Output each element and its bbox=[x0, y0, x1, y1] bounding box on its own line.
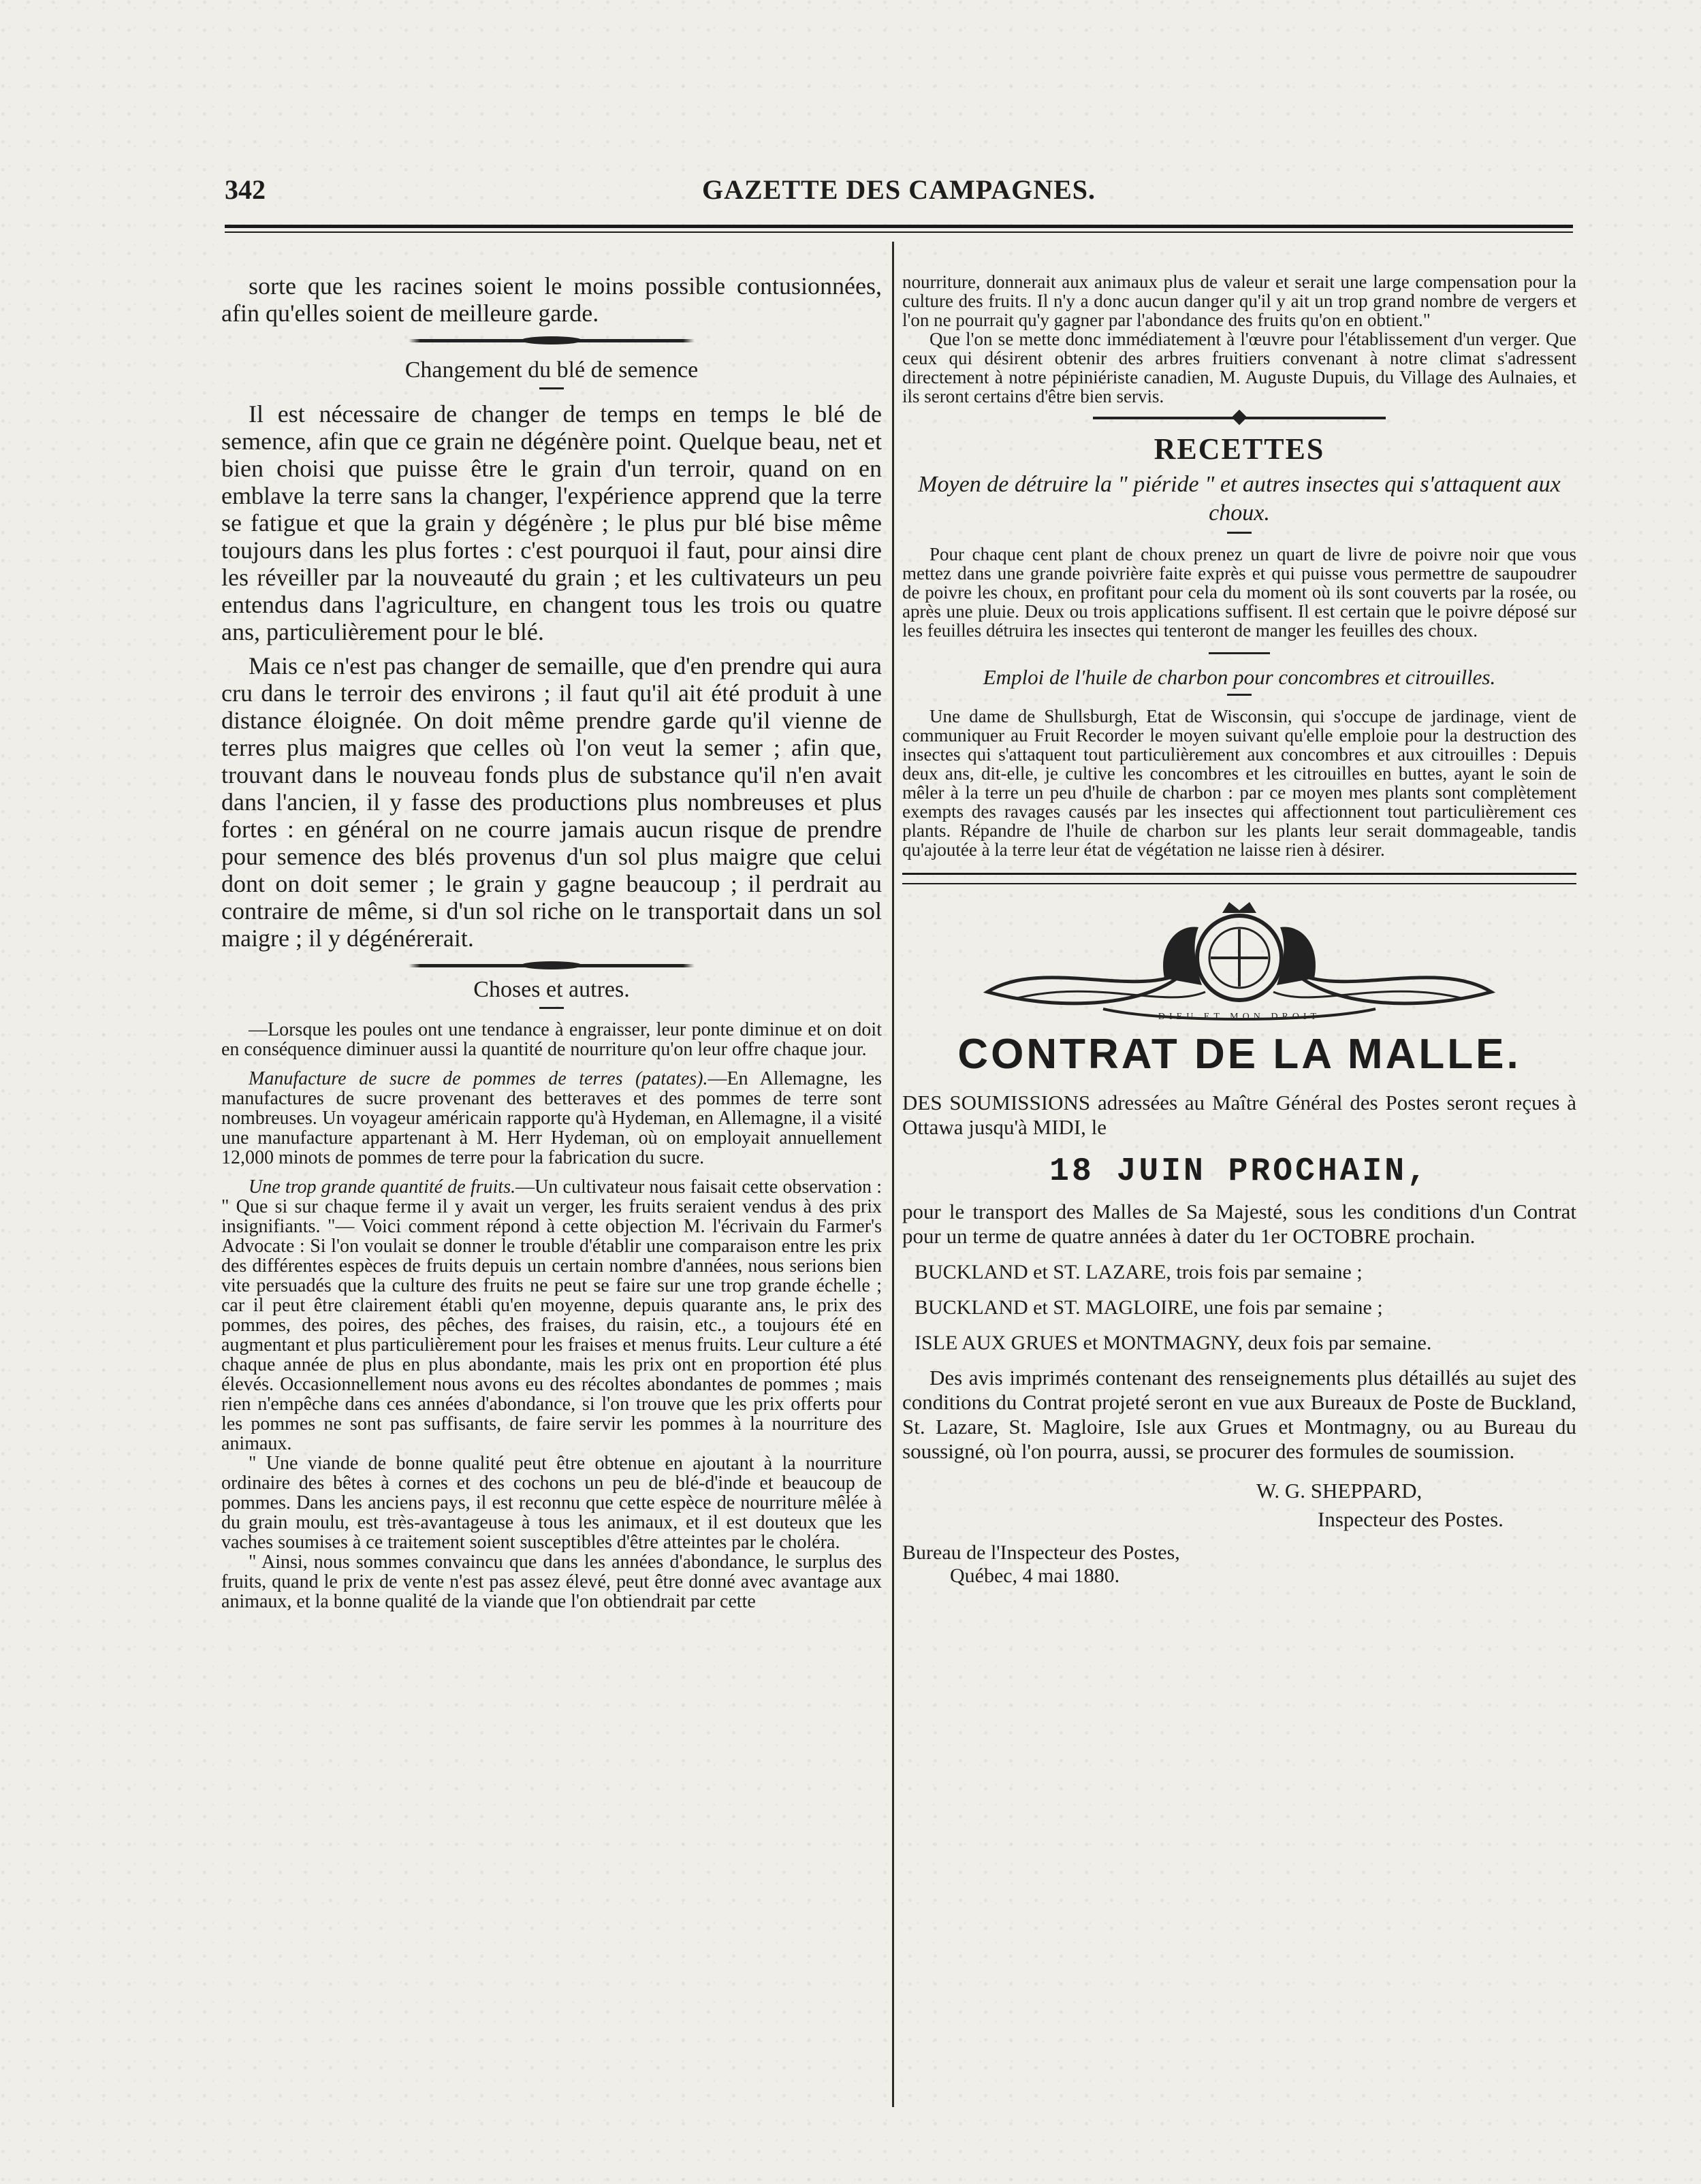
ad-deadline: 18 JUIN PROCHAIN, bbox=[1049, 1153, 1429, 1190]
page-number: 342 bbox=[225, 174, 266, 205]
left-column bbox=[221, 272, 882, 1611]
recipe-1-text: Pour chaque cent plant de choux prenez un quart de livre de poivre noir que vous mettez dans une grande poivrière faite exprès et qui puisse vous permettre de saupoudrer de poivre les choux, en profitant pour cela du moment où ils sont couverts par la rosée, ou après une pluie. Deux ou trois applications suffisent. Il est certain que le poivre déposé sur les feuilles détruira les insectes qui tenteront de manger les feuilles des choux. bbox=[902, 544, 1576, 641]
column-divider bbox=[892, 242, 894, 2107]
bureau-line-1: Bureau de l'Inspecteur des Postes, bbox=[902, 1541, 1180, 1564]
header-rule bbox=[225, 225, 1573, 233]
route-item: ISLE AUX GRUES et MONTMAGNY, deux fois par semaine. bbox=[915, 1332, 1432, 1354]
route-item: BUCKLAND et ST. MAGLOIRE, une fois par semaine ; bbox=[915, 1296, 1383, 1319]
intro-paragraph: sorte que les racines soient le moins possible contusionnées, afin qu'elles soient de meilleure garde. bbox=[221, 272, 882, 327]
title-dash bbox=[539, 387, 564, 389]
royal-coat-of-arms-emblem bbox=[960, 897, 1519, 1026]
signature-name: W. G. SHEPPARD, bbox=[1256, 1479, 1422, 1503]
title-dash bbox=[1227, 532, 1252, 534]
choses-paragraph-2 bbox=[221, 1069, 882, 1168]
ble-paragraph-2: Mais ce n'est pas changer de semaille, que d'en prendre qui aura cru dans le terroir des environs ; il faut qu'il ait été produit à une distance éloignée. On doit même prendre garde qu'il vienne de terres plus maigres que celles où l'on veut la semer ; afin que, trouvant dans le nouveau fonds plus de substance qu'il n'en avait dans l'ancien, il y fasse des productions plus nombreuses et plus fortes : en général on ne courre jamais aucun risque de prendre pour semence des blés provenus d'un sol plus maigre que celui dont on doit semer ; le grain y gagne beaucoup ; il perdrait au contraire de même, si d'un sol riche on le transportait dans un sol maigre ; il y dégénérerait. bbox=[221, 652, 882, 952]
bureau-line-2: Québec, 4 mai 1880. bbox=[950, 1564, 1120, 1587]
signature-title: Inspecteur des Postes. bbox=[1318, 1507, 1504, 1531]
separator-dash bbox=[1209, 652, 1270, 654]
choses-paragraph-4: " Une viande de bonne qualité peut être obtenue en ajoutant à la nourriture ordinaire des bêtes à cornes et des cochons un peu de blé-d'inde et beaucoup de pommes. Dans les anciens pays, il est reconnu que cette espèce de nourriture mêlée à du grain moulu, est très-avantageuse à tous les animaux, et il est douteux que les vaches soumises à ce traitement soient susceptibles d'être atteintes par le choléra. bbox=[221, 1453, 882, 1553]
choses-lead-fruits: Une trop grande quantité de fruits. bbox=[249, 1176, 516, 1198]
choses-lead-sucre: Manufacture de sucre de pommes de terres (patates). bbox=[249, 1068, 708, 1089]
section-ornament bbox=[409, 964, 695, 967]
section-ornament bbox=[409, 339, 695, 342]
advertisement-title: CONTRAT DE LA MALLE. bbox=[957, 1031, 1521, 1078]
ble-paragraph-1: Il est nécessaire de changer de temps en temps le blé de semence, afin que ce grain ne dégénère point. Quelque beau, net et bien choisi que puisse être le grain d'un terroir, quand on en emblave la terre sans la changer, l'expérience apprend que la terre se fatigue et que la grain y dégénère ; le plus pur blé bise même toujours dans les plus fortes : c'est pourquoi il faut, pour ainsi dire les réveiller par la nouveauté du grain ; et les cultivateurs un peu entendus dans l'agriculture, en changent tous les trois ou quatre ans, particulièrement pour le blé. bbox=[221, 400, 882, 645]
continued-paragraph: nourriture, donnerait aux animaux plus de valeur et serait une large compensation pour la culture des fruits. Il n'y a donc aucun danger qu'il y ait un trop grand nombre de vergers et l'on ne pourrait qu'y gagner par l'abondance des fruits qu'on en obtient." bbox=[902, 272, 1576, 330]
running-header bbox=[225, 174, 1573, 214]
title-dash bbox=[1227, 694, 1252, 696]
choses-paragraph-3 bbox=[221, 1177, 882, 1454]
route-item: BUCKLAND et ST. LAZARE, trois fois par semaine ; bbox=[915, 1261, 1363, 1283]
verger-paragraph: Que l'on se mette donc immédiatement à l'œuvre pour l'établissement d'un verger. Que ceux qui désirent obtenir des arbres fruitiers convenant à notre climat s'adressent directement à notre pépiniériste canadien, M. Auguste Dupuis, du Village des Aulnaies, et ils seront certains d'être bien servis. bbox=[902, 329, 1576, 406]
advertisement-rule bbox=[902, 873, 1576, 884]
recipe-1-title: Moyen de détruire la " piéride " et autres insectes qui s'attaquent aux choux. bbox=[918, 472, 1561, 526]
right-column bbox=[902, 272, 1576, 1588]
ad-conditions: pour le transport des Malles de Sa Majesté, sous les conditions d'un Contrat pour un terme de quatre années à dater du 1er OCTOBRE prochain. bbox=[902, 1200, 1576, 1248]
title-dash bbox=[539, 1007, 564, 1009]
choses-paragraph-5: " Ainsi, nous sommes convaincu que dans les années d'abondance, le surplus des fruits, quand le prix de vente n'est pas assez élevé, peut être donné avec avantage aux animaux, et la bonne qualité de la viande que l'on obtiendrait par cette bbox=[221, 1552, 882, 1612]
choses-paragraph-1: —Lorsque les poules ont une tendance à engraisser, leur ponte diminue et on doit en conséquence diminuer aussi la quantité de nourriture qu'on leur offre chaque jour. bbox=[221, 1019, 882, 1060]
choses-text-sucre: —En Allemagne, les manufactures de sucre provenant des betteraves et des pommes de terre sont nombreuses. Un voyageur américain rapporte qu'à Hydeman, en Allemagne, il a visité une manufacture appartenant à M. Herr Hydeman, où on employait annuellement 12,000 minots de pommes de terre pour la fabrication du sucre. bbox=[221, 1068, 882, 1168]
section-ornament bbox=[1093, 417, 1386, 419]
paper-title: GAZETTE DES CAMPAGNES. bbox=[701, 174, 1096, 205]
emblem-motto: DIEU ET MON DROIT bbox=[1158, 1012, 1321, 1022]
recettes-heading: RECETTES bbox=[1154, 432, 1325, 466]
recipe-2-title: Emploi de l'huile de charbon pour concombres et citrouilles. bbox=[983, 665, 1496, 689]
section-title-ble: Changement du blé de semence bbox=[404, 357, 699, 383]
ad-intro: DES SOUMISSIONS adressées au Maître Général des Postes seront reçues à Ottawa jusqu'à MIDI, le bbox=[902, 1091, 1576, 1139]
section-title-choses: Choses et autres. bbox=[473, 977, 630, 1002]
bureau-location bbox=[902, 1541, 1576, 1588]
choses-text-fruits: —Un cultivateur nous faisait cette observation : " Que si sur chaque ferme il y avait un verger, les fruits seraient vendus à des prix insignifiants. "— Voici comment répond à cette objection M. l'écrivain du Farmer's Advocate : Si l'on voulait se donner le trouble d'établir une comparaison entre les prix des différentes espèces de fruits depuis un certain nombre d'années, nous serions bien vite persuadés que la culture des fruits ne peut se faire sur une trop grande échelle ; car il peut être clairement établi qu'en moyenne, depuis quarante ans, le prix des pommes, des poires, des pêches, des fraises, du raisin, etc., a toujours été en augmentant et plus particulièrement pour les fraises et menus fruits. Leur culture a été chaque année de plus en plus abondante, mais les prix ont en proportion été plus élevés. Occasionnellement nous avons eu des récoltes abondantes de pommes ; mais rien n'empêche dans ces années d'abondance, si l'on trouve que les prix offerts pour les pommes ne sont pas suffisants, de faire servir les pommes à la nourriture des animaux. bbox=[221, 1176, 882, 1454]
recipe-2-text: Une dame de Shullsburgh, Etat de Wisconsin, qui s'occupe de jardinage, vient de communiquer au Fruit Recorder le moyen suivant qu'elle emploie pour la destruction des insectes qui s'attaquent tout particulièrement aux concombres et aux citrouilles : Depuis deux ans, dit-elle, je cultive les concombres et les citrouilles en buttes, ayant le soin de mêler à la terre un peu d'huile de charbon : par ce moyen mes plants sont complètement exempts des ravages causés par les insectes qui affectionnent tout particulièrement ces plants. Répandre de l'huile de charbon sur les plants leur serait dommageable, tandis qu'ajoutée à la terre leur état de végétation ne laisse rien à désirer. bbox=[902, 706, 1576, 860]
ad-notice: Des avis imprimés contenant des renseignements plus détaillés au sujet des conditions du Contrat projeté seront en vue aux Bureaux de Poste de Buckland, St. Lazare, St. Magloire, Isle aux Grues et Montmagny, ou au Bureau du soussigné, où l'on pourra, aussi, se procurer des formules de soumission. bbox=[902, 1366, 1576, 1463]
